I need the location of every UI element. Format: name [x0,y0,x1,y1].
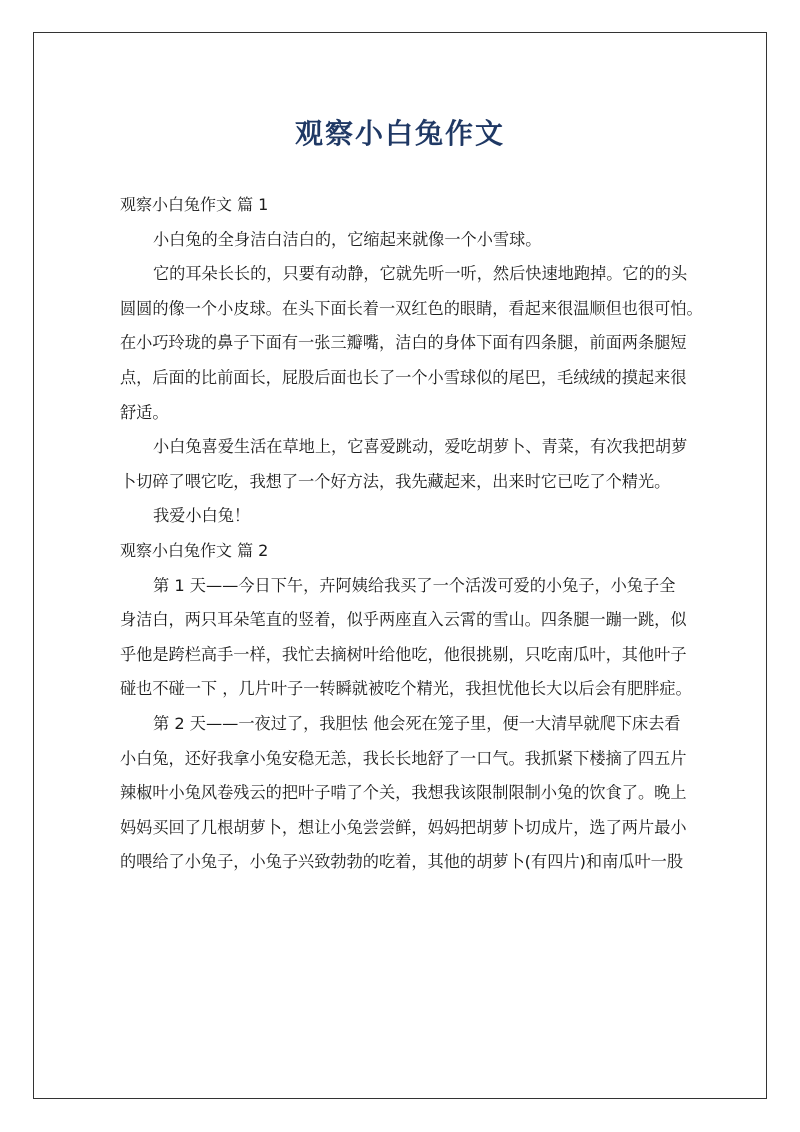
paragraph-line: 舒适。 [120,402,169,422]
document-body [120,188,703,880]
paragraph-line: 小白兔，还好我拿小兔安稳无恙，我长长地舒了一口气。我抓紧下楼摘了四五片 [120,748,687,768]
paragraph-line: 它的耳朵长长的，只要有动静，它就先听一听，然后快速地跑掉。它的的头 [153,264,688,284]
paragraph-line: 第 2 天——一夜过了，我胆怯 他会死在笼子里，便一大清早就爬下床去看 [153,713,681,733]
paragraph-line: 的喂给了小兔子，小兔子兴致勃勃的吃着，其他的胡萝卜(有四片)和南瓜叶一股 [120,852,684,872]
paragraph-line: 妈妈买回了几根胡萝卜，想让小兔尝尝鲜，妈妈把胡萝卜切成片，选了两片最小 [120,817,687,837]
paragraph-line: 乎他是跨栏高手一样，我忙去摘树叶给他吃，他很挑剔，只吃南瓜叶，其他叶子 [120,644,687,664]
paragraph-line: 我爱小白兔！ [153,506,251,526]
paragraph-line: 身洁白，两只耳朵笔直的竖着，似乎两座直入云霄的雪山。四条腿一蹦一跳，似 [120,610,687,630]
paragraph-line: 点，后面的比前面长，屁股后面也长了一个小雪球似的尾巴，毛绒绒的摸起来很 [120,367,687,387]
paragraph-line: 卜切碎了喂它吃，我想了一个好方法，我先藏起来，出来时它已吃了个精光。 [120,471,671,491]
paragraph-line: 小白兔的全身洁白洁白的，它缩起来就像一个小雪球。 [153,229,542,249]
section-heading: 观察小白兔作文 篇 2 [120,540,269,560]
paragraph-line: 小白兔喜爱生活在草地上，它喜爱跳动，爱吃胡萝卜、青菜，有次我把胡萝 [153,437,688,457]
document-title: 观察小白兔作文 [294,117,505,150]
paragraph-line: 第 1 天——今日下午，卉阿姨给我买了一个活泼可爱的小兔子，小兔子全 [153,575,676,595]
paragraph-line: 辣椒叶小兔风卷残云的把叶子啃了个关，我想我该限制限制小兔的饮食了。晚上 [120,783,687,803]
paragraph-line: 碰也不碰一下 ，几片叶子一转瞬就被吃个精光，我担忧他长大以后会有肥胖症。 [120,679,692,699]
section-heading: 观察小白兔作文 篇 1 [120,195,269,214]
paragraph-line: 圆圆的像一个小皮球。在头下面长着一双红色的眼睛，看起来很温顺但也很可怕。 [120,298,703,318]
paragraph-line: 在小巧玲珑的鼻子下面有一张三瓣嘴，洁白的身体下面有四条腿，前面两条腿短 [120,333,687,353]
